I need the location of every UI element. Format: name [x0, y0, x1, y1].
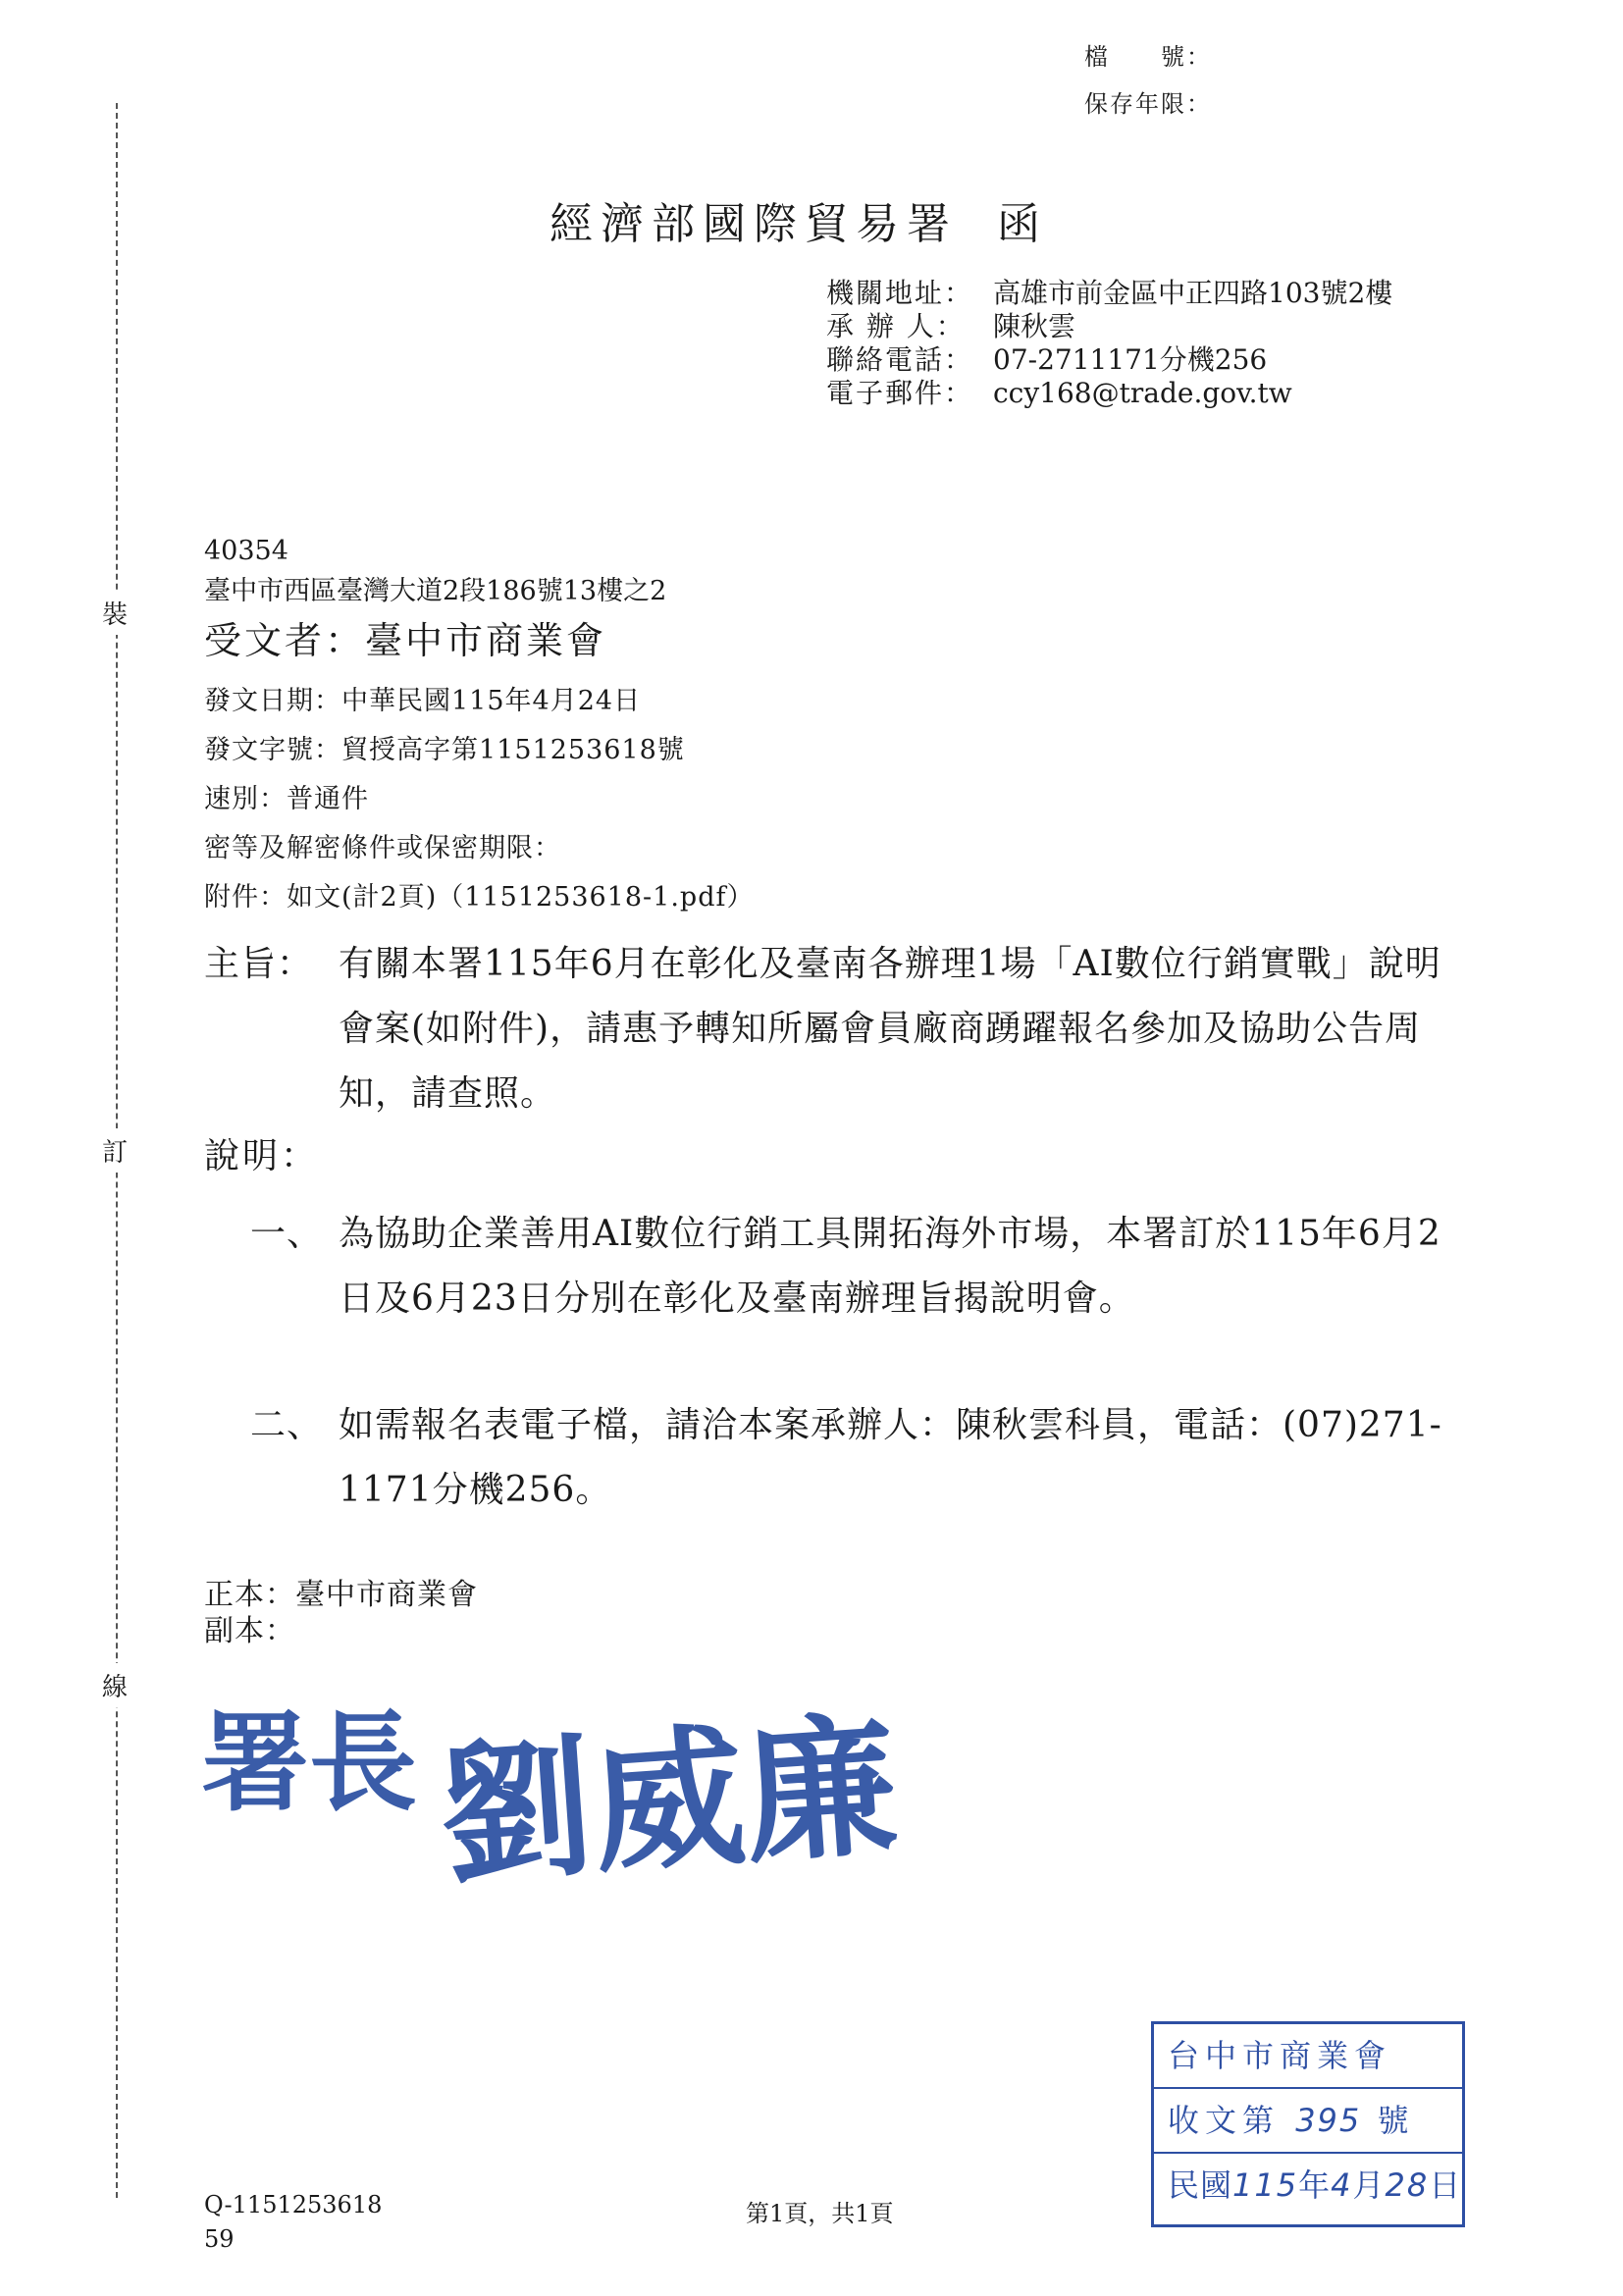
- document-title: [550, 188, 1048, 251]
- classification: 密等及解密條件或保密期限：: [204, 833, 561, 863]
- stamp-receipt-row: [1154, 2089, 1462, 2154]
- stamp-date-row: [1154, 2154, 1462, 2217]
- document-id: Q-1151253618: [204, 2191, 383, 2218]
- contact-email: [826, 377, 1292, 410]
- contact-phone: [826, 343, 1267, 377]
- item-text: 如需報名表電子檔，請洽本案承辦人：陳秋雲科員，電話：(07)271-1171分機256。: [339, 1405, 1442, 1510]
- issue-date: 發文日期：中華民國115年4月24日: [204, 686, 642, 716]
- subject-paragraph: [204, 932, 1460, 1126]
- explanation-label: 說明：: [204, 1136, 320, 1176]
- item-number: 一、: [250, 1214, 324, 1254]
- binding-mark: 裝: [102, 591, 128, 635]
- binding-mark: 訂: [102, 1128, 128, 1173]
- attachment[interactable]: 附件：如文(計2頁)（1151253618-1.pdf）: [204, 882, 755, 913]
- signature-stamp: [196, 1683, 903, 1908]
- signature-name: 劉威廉: [434, 1695, 903, 1906]
- contact-label: 聯絡電話：: [826, 343, 974, 376]
- copy-recipient: 副本：: [204, 1614, 295, 1648]
- urgency: 速別：普通件: [204, 784, 369, 814]
- original-recipient: 正本：臺中市商業會: [204, 1578, 478, 1612]
- signature-title: 署長: [201, 1699, 417, 1826]
- postal-code: 40354: [204, 536, 288, 566]
- stamp-month: 4: [1331, 2166, 1353, 2204]
- contact-label: 承 辦 人：: [826, 310, 966, 342]
- stamp-day: 28: [1385, 2166, 1430, 2204]
- recipient: 受文者：臺中市商業會: [204, 619, 607, 662]
- contact-value[interactable]: ccy168@trade.gov.tw: [993, 377, 1292, 409]
- agency-name: 經濟部國際貿易署: [550, 199, 958, 249]
- contact-label: 電子郵件：: [826, 377, 974, 409]
- stamp-receipt-prefix: 收文第: [1168, 2102, 1281, 2139]
- page-number: 第1頁，共1頁: [746, 2200, 894, 2227]
- document-number: 發文字號：貿授高字第1151253618號: [204, 735, 685, 765]
- explanation-item: [250, 1393, 1462, 1523]
- contact-value: 07-2711171分機256: [993, 343, 1268, 376]
- contact-address: [826, 277, 1392, 310]
- stamp-month-label: 月: [1352, 2166, 1386, 2204]
- stamp-date-prefix: 民國: [1168, 2166, 1233, 2204]
- contact-value: 陳秋雲: [993, 310, 1076, 342]
- subject-label: 主旨：: [204, 944, 314, 984]
- binding-mark: 線: [102, 1663, 128, 1707]
- stamp-day-label: 日: [1429, 2166, 1462, 2204]
- stamp-year: 115: [1232, 2166, 1299, 2204]
- contact-officer: [826, 310, 1075, 343]
- subject-text: 有關本署115年6月在彰化及臺南各辦理1場「AI數位行銷實戰」說明會案(如附件)，請惠予轉知所屬會員廠商踴躍報名參加及協助公告周知，請查照。: [339, 944, 1441, 1114]
- recipient-address: 臺中市西區臺灣大道2段186號13樓之2: [204, 576, 667, 606]
- contact-label: 機關地址：: [826, 277, 974, 309]
- file-number-label: 檔 號：: [1084, 43, 1212, 71]
- receipt-stamp: [1151, 2021, 1465, 2227]
- stamp-receipt-number: 395: [1295, 2102, 1362, 2139]
- document-type: 函: [997, 199, 1048, 249]
- item-number: 二、: [250, 1405, 324, 1445]
- stamp-org: 台中市商業會: [1154, 2024, 1462, 2089]
- explanation-item: [250, 1202, 1462, 1331]
- stamp-receipt-suffix: 號: [1377, 2102, 1415, 2139]
- document-code: 59: [204, 2225, 235, 2253]
- item-text: 為協助企業善用AI數位行銷工具開拓海外市場，本署訂於115年6月2日及6月23日分別在彰化及臺南辦理旨揭說明會。: [339, 1214, 1441, 1319]
- stamp-year-label: 年: [1298, 2166, 1332, 2204]
- retention-period-label: 保存年限：: [1084, 90, 1212, 118]
- contact-value: 高雄市前金區中正四路103號2樓: [993, 277, 1393, 309]
